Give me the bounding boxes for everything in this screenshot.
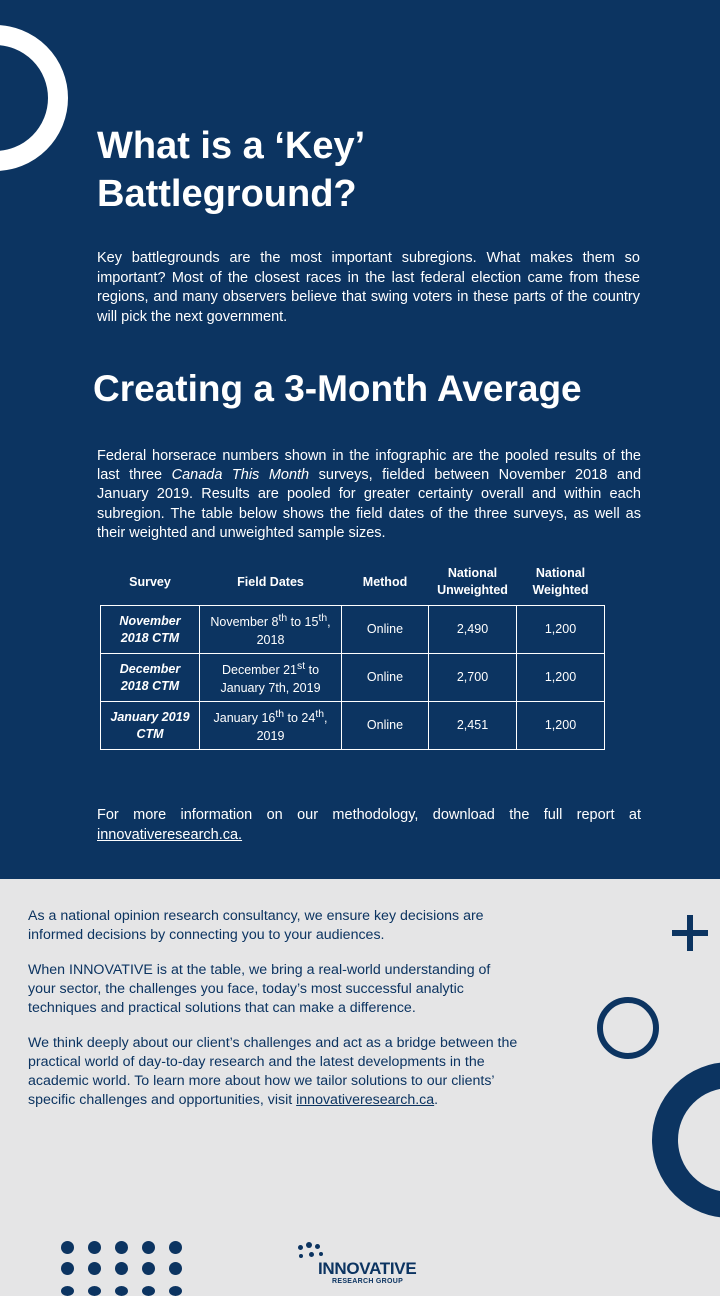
report-link[interactable]: innovativeresearch.ca. (97, 826, 243, 843)
unweighted-cell: 2,451 (429, 702, 517, 750)
weighted-cell: 1,200 (517, 606, 605, 654)
three-month-average-paragraph: Federal horserace numbers shown in the infographic are the pooled results of the last three Canada This Month surveys, fielded between November 2018 and January 2019. Results are pooled for greater certainty overall and within each subregion. The table below shows the field dates of the three surveys, as well as their weighted and unweighted sample sizes. (97, 448, 642, 541)
table-row (101, 606, 605, 654)
large-ring-decoration (652, 1062, 720, 1218)
header-survey: Survey (129, 574, 171, 589)
header-method: Method (362, 574, 408, 589)
survey-cell: January 2019 CTM (101, 702, 200, 750)
field-dates-cell: December 21st to January 7th, 2019 (200, 654, 342, 702)
survey-cell: November 2018 CTM (101, 606, 200, 654)
three-month-average-heading: Creating a 3-Month Average (93, 368, 582, 409)
key-battleground-heading: What is a ‘Key’ Battleground? (97, 125, 364, 215)
header-national-weighted: National Weighted (532, 566, 589, 597)
weighted-cell: 1,200 (517, 654, 605, 702)
methodology-note: For more information on our methodology, download the full report at innovativeresearch.ca. (97, 807, 641, 843)
table-row (101, 654, 605, 702)
logo-name: INNOVATIVE (318, 1259, 417, 1278)
unweighted-cell: 2,490 (429, 606, 517, 654)
method-cell: Online (342, 654, 429, 702)
table-row (101, 702, 605, 750)
small-ring-decoration (597, 997, 659, 1059)
about-section (28, 907, 518, 1126)
key-battleground-paragraph: Key battlegrounds are the most important subregions. What makes them so important? Most of the closest races in the last federal election came from these regions, and many observers believe that swing voters in these parts of the country will pick the next government. (97, 250, 640, 325)
table-header-row (101, 559, 605, 606)
method-cell: Online (342, 606, 429, 654)
header-national-unweighted: National Unweighted (437, 566, 508, 597)
method-cell: Online (342, 702, 429, 750)
header-field-dates: Field Dates (237, 574, 304, 589)
logo-subtitle: RESEARCH GROUP (332, 1278, 404, 1285)
unweighted-cell: 2,700 (429, 654, 517, 702)
publication-title: Canada This Month (171, 467, 310, 484)
field-dates-table (100, 559, 605, 750)
about-paragraph-2: When INNOVATIVE is at the table, we bring a real-world understanding of your sector, the challenges you face, today’s most successful analytic techniques and practical solutions that can make a difference. (28, 962, 491, 1016)
decorative-ring (0, 25, 68, 171)
weighted-cell: 1,200 (517, 702, 605, 750)
innovative-logo (296, 1241, 436, 1285)
website-link[interactable]: innovativeresearch.ca (296, 1092, 435, 1108)
field-dates-cell: January 16th to 24th, 2019 (200, 702, 342, 750)
field-dates-cell: November 8th to 15th, 2018 (200, 606, 342, 654)
about-paragraph-1: As a national opinion research consultancy, we ensure key decisions are informed decisions by connecting you to your audiences. (28, 908, 484, 943)
plus-icon (672, 915, 708, 951)
about-paragraph-3: We think deeply about our client’s challenges and act as a bridge between the practical world of day-to-day research and the latest developments in the academic world. To learn more about how we tailor solutions to our clients’ specific challenges and opportunities, visit innovativeresearch.ca. (28, 1035, 518, 1108)
survey-cell: December 2018 CTM (101, 654, 200, 702)
